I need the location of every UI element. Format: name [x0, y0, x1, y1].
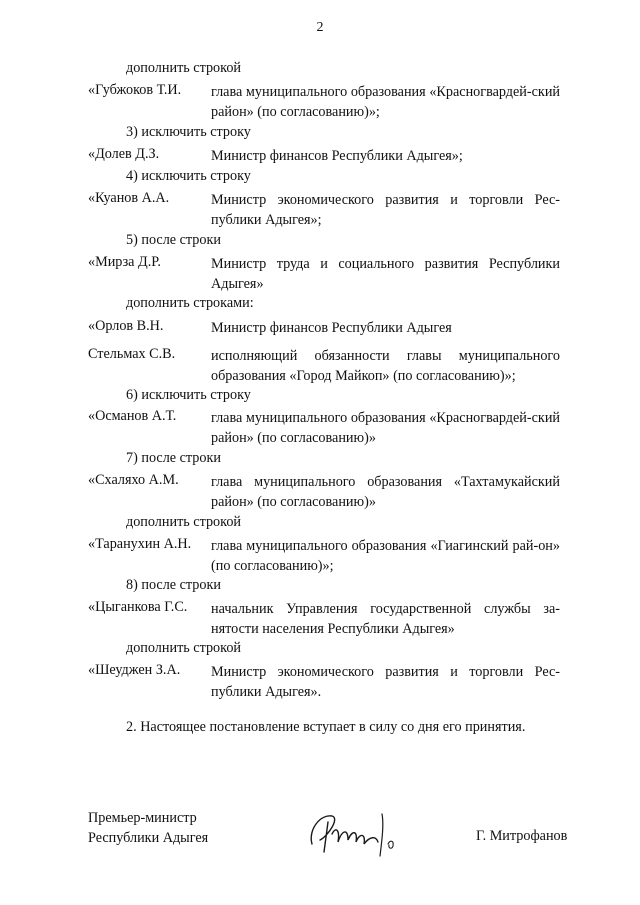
entry-person-name: «Схаляхо А.М. — [88, 472, 179, 488]
signatory-name: Г. Митрофанов — [476, 828, 568, 844]
entry-person-name: «Османов А.Т. — [88, 408, 177, 424]
entry-person-name: «Мирза Д.Р. — [88, 254, 161, 270]
entry-person-name: «Цыганкова Г.С. — [88, 599, 188, 615]
entry-position-description: начальник Управления государственной службы за-нятости населения Республики Адыгея» — [211, 601, 560, 637]
entry-position-description: глава муниципального образования «Красногвардей-ский район» (по согласованию)»; — [211, 84, 560, 120]
entry-position-description: исполняющий обязанности главы муниципального образования «Город Майкоп» (по согласованию)»; — [211, 348, 560, 384]
signatory-position-line2: Республики Адыгея — [88, 830, 209, 846]
entry-position-description: Министр экономического развития и торговли Рес-публики Адыгея»; — [211, 192, 560, 228]
entry-person-name: «Орлов В.Н. — [88, 318, 164, 334]
signatory-position — [88, 808, 208, 848]
instruction-line: 4) исключить строку — [126, 168, 251, 184]
entry-person-name: «Губжоков Т.И. — [88, 82, 182, 98]
entry-position-description: глава муниципального образования «Красногвардей-ский район» (по согласованию)» — [211, 410, 560, 446]
entry-position-description: глава муниципального образования «Тахтамукайский район» (по согласованию)» — [211, 474, 560, 510]
entry-person-name: Стельмах С.В. — [88, 346, 176, 362]
instruction-line: 8) после строки — [126, 577, 221, 593]
entry-person-name: «Шеуджен З.А. — [88, 662, 181, 678]
instruction-line: 6) исключить строку — [126, 387, 251, 403]
entry-person-name: «Долев Д.З. — [88, 146, 160, 162]
instruction-line: 7) после строки — [126, 450, 221, 466]
instruction-line: дополнить строкой — [126, 640, 242, 656]
closing-paragraph: 2. Настоящее постановление вступает в силу со дня его принятия. — [126, 719, 526, 735]
instruction-line: 5) после строки — [126, 232, 221, 248]
instruction-line: дополнить строкой — [126, 514, 242, 530]
entry-position-description: Министр экономического развития и торговли Рес-публики Адыгея». — [211, 664, 560, 700]
entry-position-description: глава муниципального образования «Гиагинский рай-он» (по согласованию)»; — [211, 538, 560, 574]
entry-position-description: Министр труда и социального развития Республики Адыгея» — [211, 256, 560, 292]
page-number: 2 — [316, 20, 324, 35]
instruction-line: 3) исключить строку — [126, 124, 251, 140]
entry-position-description: Министр финансов Республики Адыгея»; — [211, 148, 463, 164]
instruction-line: дополнить строкой — [126, 60, 242, 76]
handwritten-signature — [298, 800, 408, 862]
entry-position-description: Министр финансов Республики Адыгея — [211, 320, 452, 336]
instruction-line: дополнить строками: — [126, 295, 254, 311]
entry-person-name: «Куанов А.А. — [88, 190, 170, 206]
signatory-position-line1: Премьер-министр — [88, 810, 197, 826]
entry-person-name: «Таранухин А.Н. — [88, 536, 192, 552]
